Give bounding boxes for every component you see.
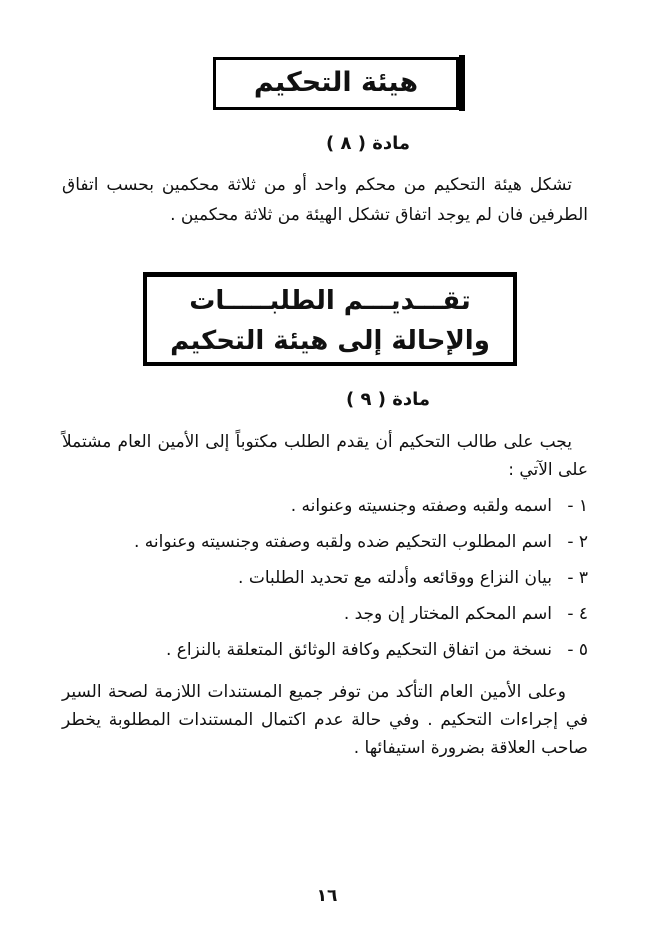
- article-8-heading: [70, 134, 666, 154]
- list-item-5: [62, 636, 588, 664]
- submitting-requests-title-line2: والإحالة إلى هيئة التحكيم: [170, 326, 490, 356]
- list-item-5-text: نسخة من اتفاق التحكيم وكافة الوثائق المتعلقة بالنزاع .: [165, 640, 552, 660]
- article-8-heading-text: مادة ( ٨ ): [325, 133, 411, 154]
- list-item-1-number: ١ -: [567, 496, 588, 516]
- submitting-requests-title-line1: تقـــديـــم الطلبـــــات: [189, 286, 471, 316]
- list-item-5-number: ٥ -: [567, 640, 588, 660]
- requirements-list: [62, 492, 588, 672]
- list-item-2: [62, 528, 588, 556]
- list-item-2-number: ٢ -: [567, 532, 588, 552]
- article-9-heading-text: مادة ( ٩ ): [345, 389, 431, 410]
- list-item-2-text: اسم المطلوب التحكيم ضده ولقبه وصفته وجنسيته وعنوانه .: [133, 532, 552, 552]
- closing-paragraph: وعلى الأمين العام التأكد من توفر جميع المستندات اللازمة لصحة السير في إجراءات التحكيم . وفي حالة عدم اكتمال المستندات المطلوبة يخطر صاحب العلاقة بضرورة استيفائها .: [62, 682, 588, 758]
- box-shadow-bar: [459, 55, 465, 111]
- list-item-3-number: ٣ -: [567, 568, 588, 588]
- list-item-1-text: اسمه ولقبه وصفته وجنسيته وعنوانه .: [290, 496, 552, 516]
- list-item-4-text: اسم المحكم المختار إن وجد .: [343, 604, 552, 624]
- arbitration-panel-title-box: [213, 57, 459, 110]
- list-item-4: [62, 600, 588, 628]
- page-number: ١٦: [316, 886, 338, 906]
- list-item-1: [62, 492, 588, 520]
- list-item-4-number: ٤ -: [567, 604, 588, 624]
- article-8-paragraph: تشكل هيئة التحكيم من محكم واحد أو من ثلاثة محكمين بحسب اتفاق الطرفين فان لم يوجد اتفاق تشكل الهيئة من ثلاثة محكمين .: [62, 175, 588, 225]
- article-9-intro-paragraph: يجب على طالب التحكيم أن يقدم الطلب مكتوباً إلى الأمين العام مشتملاً على الآتي :: [62, 432, 588, 480]
- article-9-heading: [110, 390, 666, 410]
- list-item-3: [62, 564, 588, 592]
- list-item-3-text: بيان النزاع ووقائعه وأدلته مع تحديد الطلبات .: [238, 568, 552, 588]
- submitting-requests-title-box: [143, 272, 517, 366]
- arbitration-panel-title: هيئة التحكيم: [253, 67, 419, 98]
